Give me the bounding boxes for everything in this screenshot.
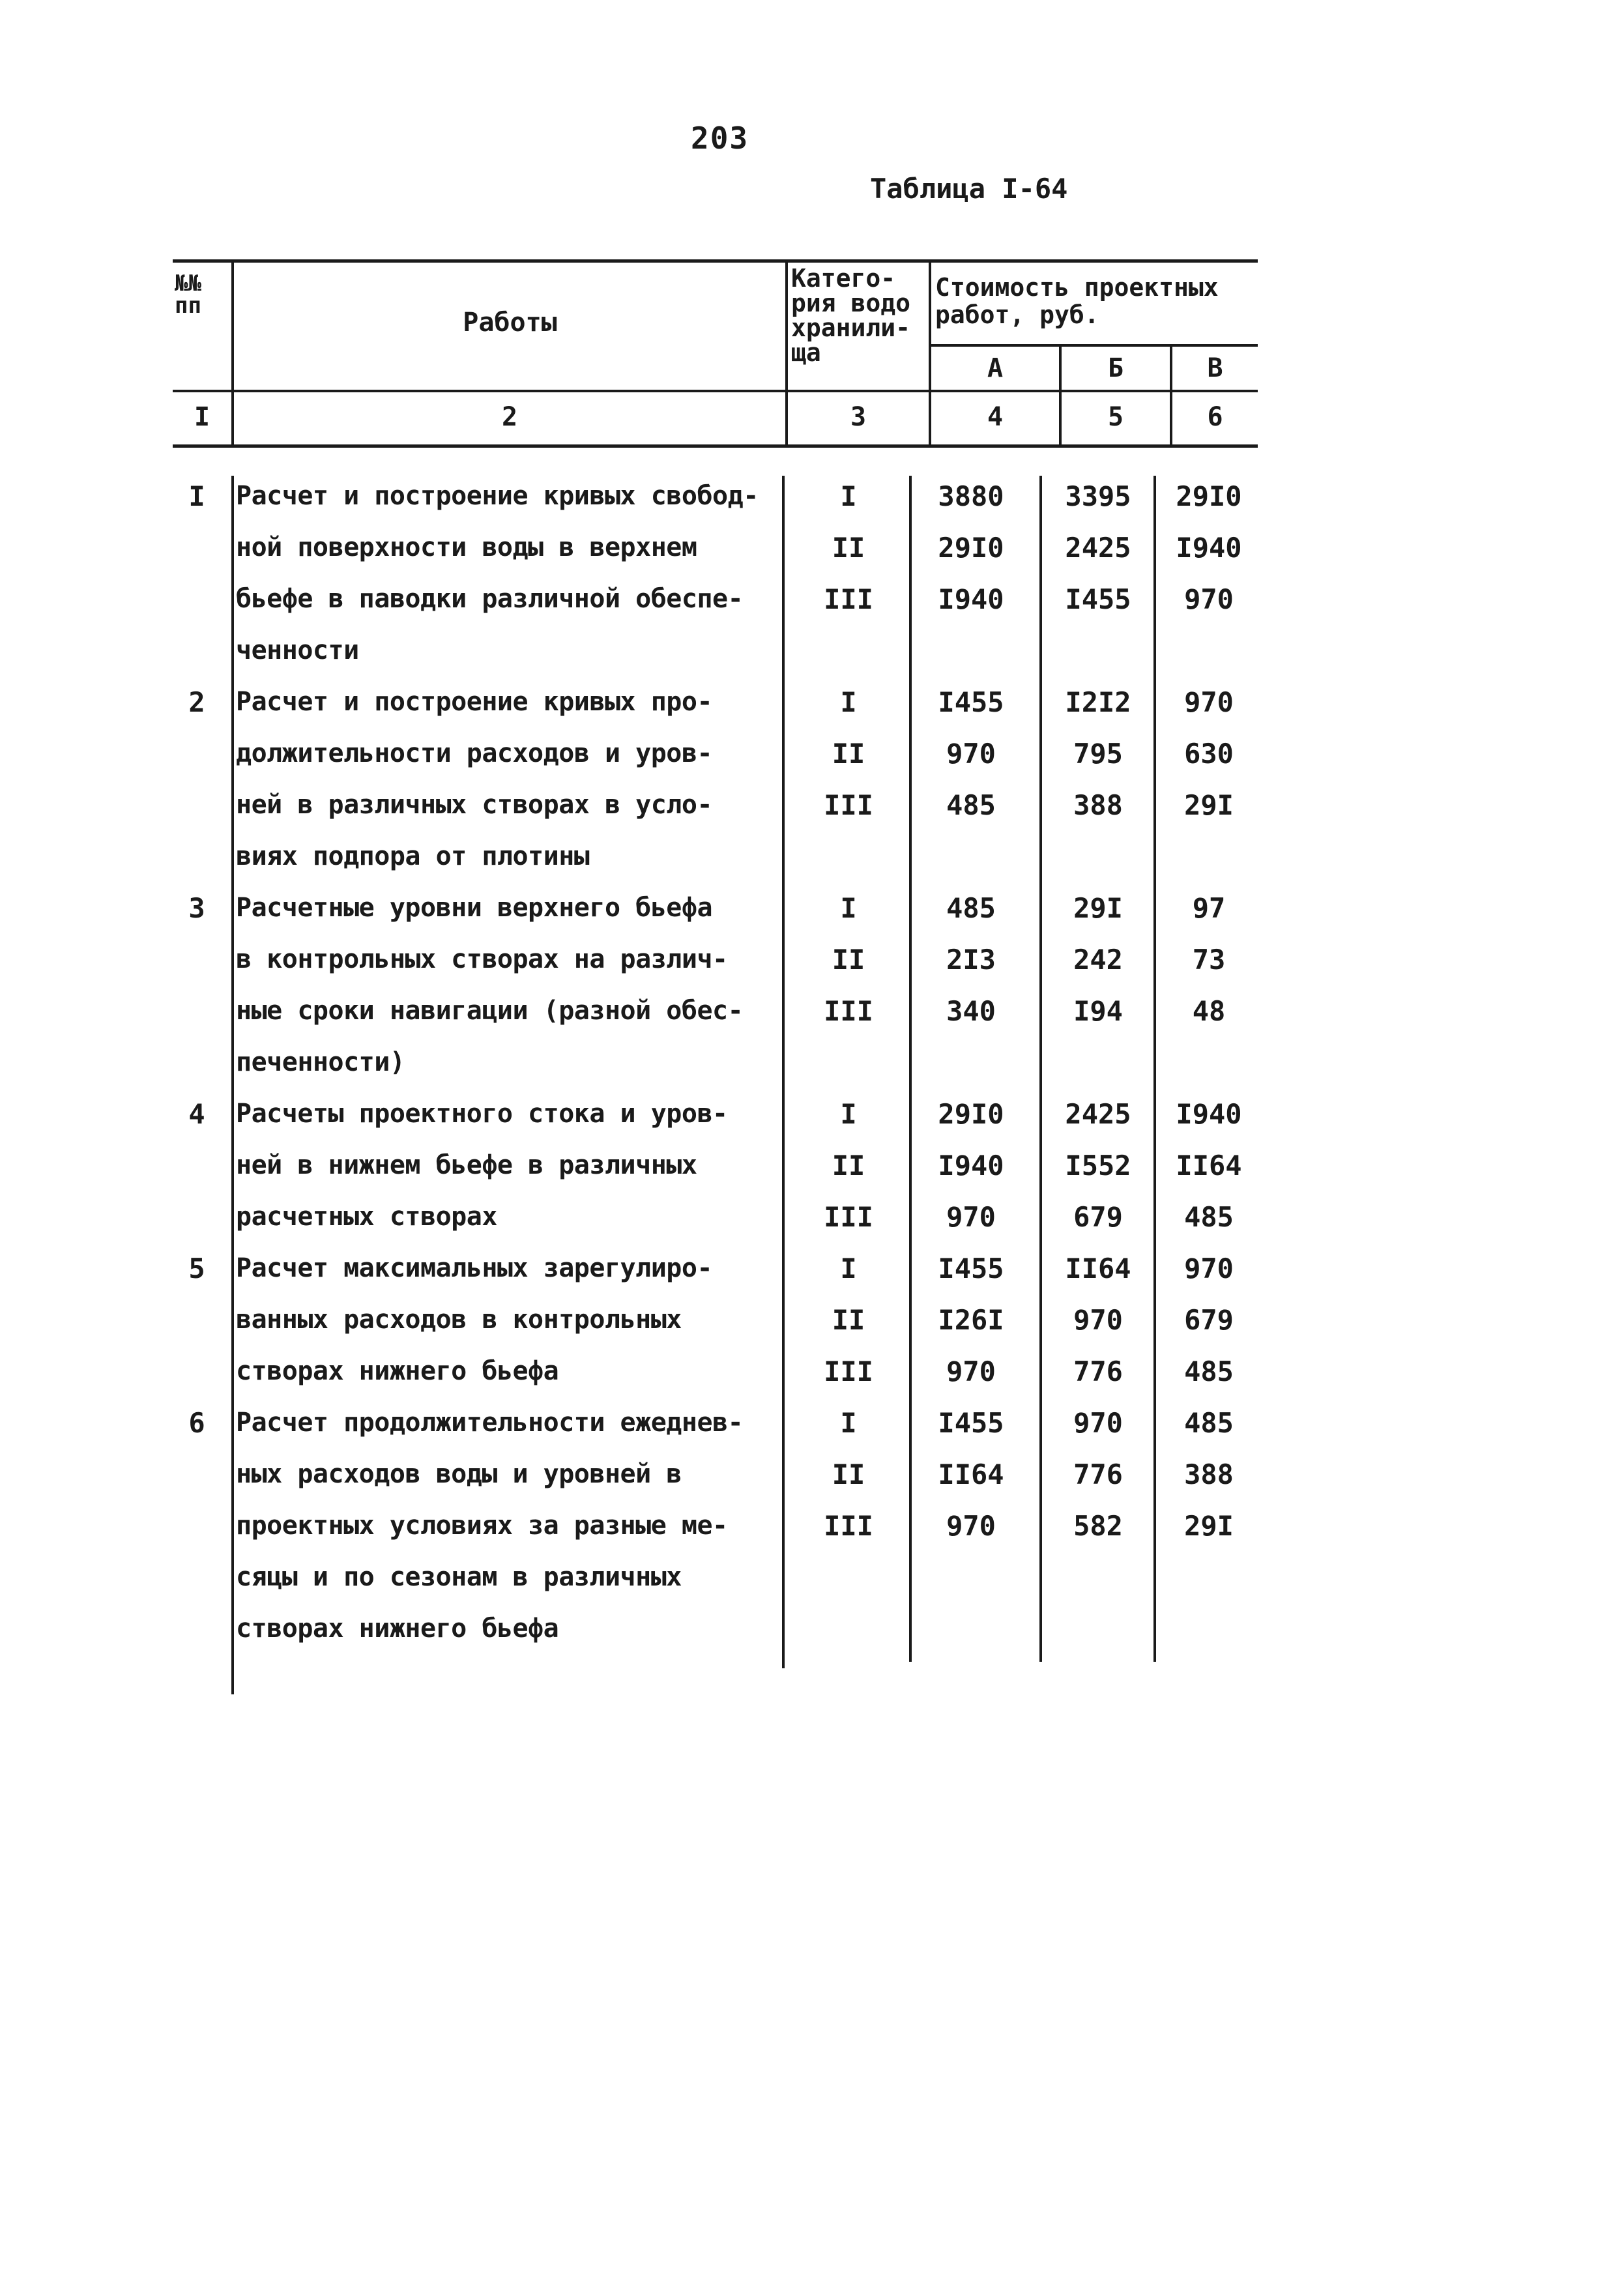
cost-v-value: 29I <box>1184 1510 1234 1542</box>
cost-b-value: 970 <box>1073 1407 1123 1439</box>
category-value: II <box>832 944 865 976</box>
work-description-line: сяцы и по сезонам в различных <box>236 1562 682 1592</box>
cost-a-value: 970 <box>946 1355 996 1387</box>
work-description-line: ванных расходов в контрольных <box>236 1305 682 1335</box>
work-description-line: ней в нижнем бьефе в различных <box>236 1150 697 1180</box>
header-bottom-rule <box>173 390 1258 392</box>
cost-b-value: 776 <box>1073 1355 1123 1387</box>
work-description-line: проектных условиях за разные ме- <box>236 1511 728 1541</box>
cost-b-value: 582 <box>1073 1510 1123 1542</box>
header-top-rule <box>173 259 1258 263</box>
cost-v-value: 970 <box>1184 686 1234 718</box>
cost-b-value: 679 <box>1073 1201 1123 1233</box>
cost-v-value: 679 <box>1184 1304 1234 1336</box>
cost-a-value: I455 <box>938 1253 1004 1284</box>
header-sub-v: В <box>1207 353 1223 383</box>
cost-a-value: 340 <box>946 995 996 1027</box>
index-col-1: I <box>194 402 210 432</box>
cost-a-value: 485 <box>946 789 996 821</box>
body-vline-a-right <box>1039 476 1042 1662</box>
cost-b-value: 2425 <box>1065 1098 1131 1130</box>
row-number: I <box>188 480 205 512</box>
cost-a-value: 970 <box>946 1201 996 1233</box>
category-value: III <box>824 995 873 1027</box>
cost-a-value: I940 <box>938 583 1004 615</box>
category-value: I <box>840 1253 857 1284</box>
category-value: III <box>824 1510 873 1542</box>
cost-b-value: II64 <box>1065 1253 1131 1284</box>
work-description-line: Расчет продолжительности ежеднев- <box>236 1408 744 1438</box>
cost-b-value: I2I2 <box>1065 686 1131 718</box>
category-value: II <box>832 1304 865 1336</box>
row-number: 6 <box>188 1407 205 1439</box>
index-row-bottom-rule <box>173 444 1258 448</box>
cost-b-value: 388 <box>1073 789 1123 821</box>
row-number: 3 <box>188 892 205 924</box>
body-vline-work-left <box>231 476 234 1694</box>
category-value: I <box>840 1407 857 1439</box>
work-description-line: ных расходов воды и уровней в <box>236 1459 682 1489</box>
cost-b-value: 29I <box>1073 892 1123 924</box>
cost-a-value: I455 <box>938 1407 1004 1439</box>
body-vline-a-left <box>909 476 912 1662</box>
work-description-line: в контрольных створах на различ- <box>236 944 728 974</box>
work-description-line: Расчет и построение кривых про- <box>236 687 713 717</box>
cost-v-value: II64 <box>1176 1150 1242 1181</box>
work-description-line: ной поверхности воды в верхнем <box>236 532 697 562</box>
work-description-line: печенности) <box>236 1047 405 1077</box>
category-value: II <box>832 1150 865 1181</box>
row-number: 5 <box>188 1253 205 1284</box>
table-caption: Таблица I-64 <box>870 173 1068 205</box>
cost-v-value: I940 <box>1176 1098 1242 1130</box>
work-description-line: ченности <box>236 635 359 665</box>
header-cost: Стоимость проектных работ, руб. <box>935 273 1219 329</box>
cost-a-value: 970 <box>946 738 996 770</box>
work-description-line: ней в различных створах в усло- <box>236 790 713 820</box>
cost-a-value: 485 <box>946 892 996 924</box>
cost-a-value: 29I0 <box>938 532 1004 564</box>
work-description-line: Расчеты проектного стока и уров- <box>236 1099 728 1129</box>
cost-v-value: I940 <box>1176 532 1242 564</box>
index-col-5: 5 <box>1107 402 1124 432</box>
cost-a-value: 29I0 <box>938 1098 1004 1130</box>
header-sub-a: А <box>987 353 1004 383</box>
cost-b-value: 3395 <box>1065 480 1131 512</box>
index-col-6: 6 <box>1207 402 1223 432</box>
cost-b-value: 2425 <box>1065 532 1131 564</box>
body-vline-work-right <box>782 476 785 1668</box>
work-description-line: створах нижнего бьефа <box>236 1614 559 1644</box>
cost-a-value: I940 <box>938 1150 1004 1181</box>
work-description-line: расчетных створах <box>236 1202 497 1232</box>
work-description-line: Расчет максимальных зарегулиро- <box>236 1253 713 1283</box>
cost-b-value: 795 <box>1073 738 1123 770</box>
category-value: III <box>824 583 873 615</box>
work-description-line: бьефе в паводки различной обеспе- <box>236 584 744 614</box>
category-value: I <box>840 892 857 924</box>
work-description-line: должительности расходов и уров- <box>236 738 713 768</box>
category-value: II <box>832 738 865 770</box>
cost-v-value: 29I <box>1184 789 1234 821</box>
index-col-3: 3 <box>850 402 867 432</box>
cost-a-value: 2I3 <box>946 944 996 976</box>
cost-v-value: 970 <box>1184 1253 1234 1284</box>
work-description-line: Расчет и построение кривых свобод- <box>236 481 759 511</box>
header-sub-b: Б <box>1107 353 1124 383</box>
work-description-line: ные сроки навигации (разной обес- <box>236 996 744 1026</box>
cost-subheader-rule <box>929 344 1258 347</box>
cost-b-value: I552 <box>1065 1150 1131 1181</box>
category-value: III <box>824 1355 873 1387</box>
header-num: №№ пп <box>175 270 201 319</box>
category-value: II <box>832 1458 865 1490</box>
work-description-line: виях подпора от плотины <box>236 841 590 871</box>
category-value: III <box>824 789 873 821</box>
index-col-2: 2 <box>501 402 518 432</box>
header-category: Катего- рия водо хранили- ща <box>791 264 911 367</box>
category-value: I <box>840 480 857 512</box>
cost-v-value: 97 <box>1192 892 1226 924</box>
cost-v-value: 485 <box>1184 1201 1234 1233</box>
cost-a-value: 970 <box>946 1510 996 1542</box>
category-value: III <box>824 1201 873 1233</box>
category-value: II <box>832 532 865 564</box>
page-number: 203 <box>691 121 749 156</box>
cost-b-value: I94 <box>1073 995 1123 1027</box>
cost-v-value: 29I0 <box>1176 480 1242 512</box>
index-col-4: 4 <box>987 402 1004 432</box>
cost-b-value: I455 <box>1065 583 1131 615</box>
cost-v-value: 48 <box>1192 995 1226 1027</box>
cost-v-value: 73 <box>1192 944 1226 976</box>
work-description-line: Расчетные уровни верхнего бьефа <box>236 893 713 923</box>
cost-a-value: 3880 <box>938 480 1004 512</box>
cost-v-value: 485 <box>1184 1407 1234 1439</box>
cost-v-value: 630 <box>1184 738 1234 770</box>
header-work: Работы <box>463 308 557 338</box>
work-description-line: створах нижнего бьефа <box>236 1356 559 1386</box>
row-number: 4 <box>188 1098 205 1130</box>
cost-v-value: 485 <box>1184 1355 1234 1387</box>
cost-b-value: 776 <box>1073 1458 1123 1490</box>
cost-a-value: I455 <box>938 686 1004 718</box>
cost-v-value: 388 <box>1184 1458 1234 1490</box>
cost-v-value: 970 <box>1184 583 1234 615</box>
cost-b-value: 242 <box>1073 944 1123 976</box>
cost-b-value: 970 <box>1073 1304 1123 1336</box>
category-value: I <box>840 1098 857 1130</box>
row-number: 2 <box>188 686 205 718</box>
cost-a-value: II64 <box>938 1458 1004 1490</box>
category-value: I <box>840 686 857 718</box>
cost-a-value: I26I <box>938 1304 1004 1336</box>
